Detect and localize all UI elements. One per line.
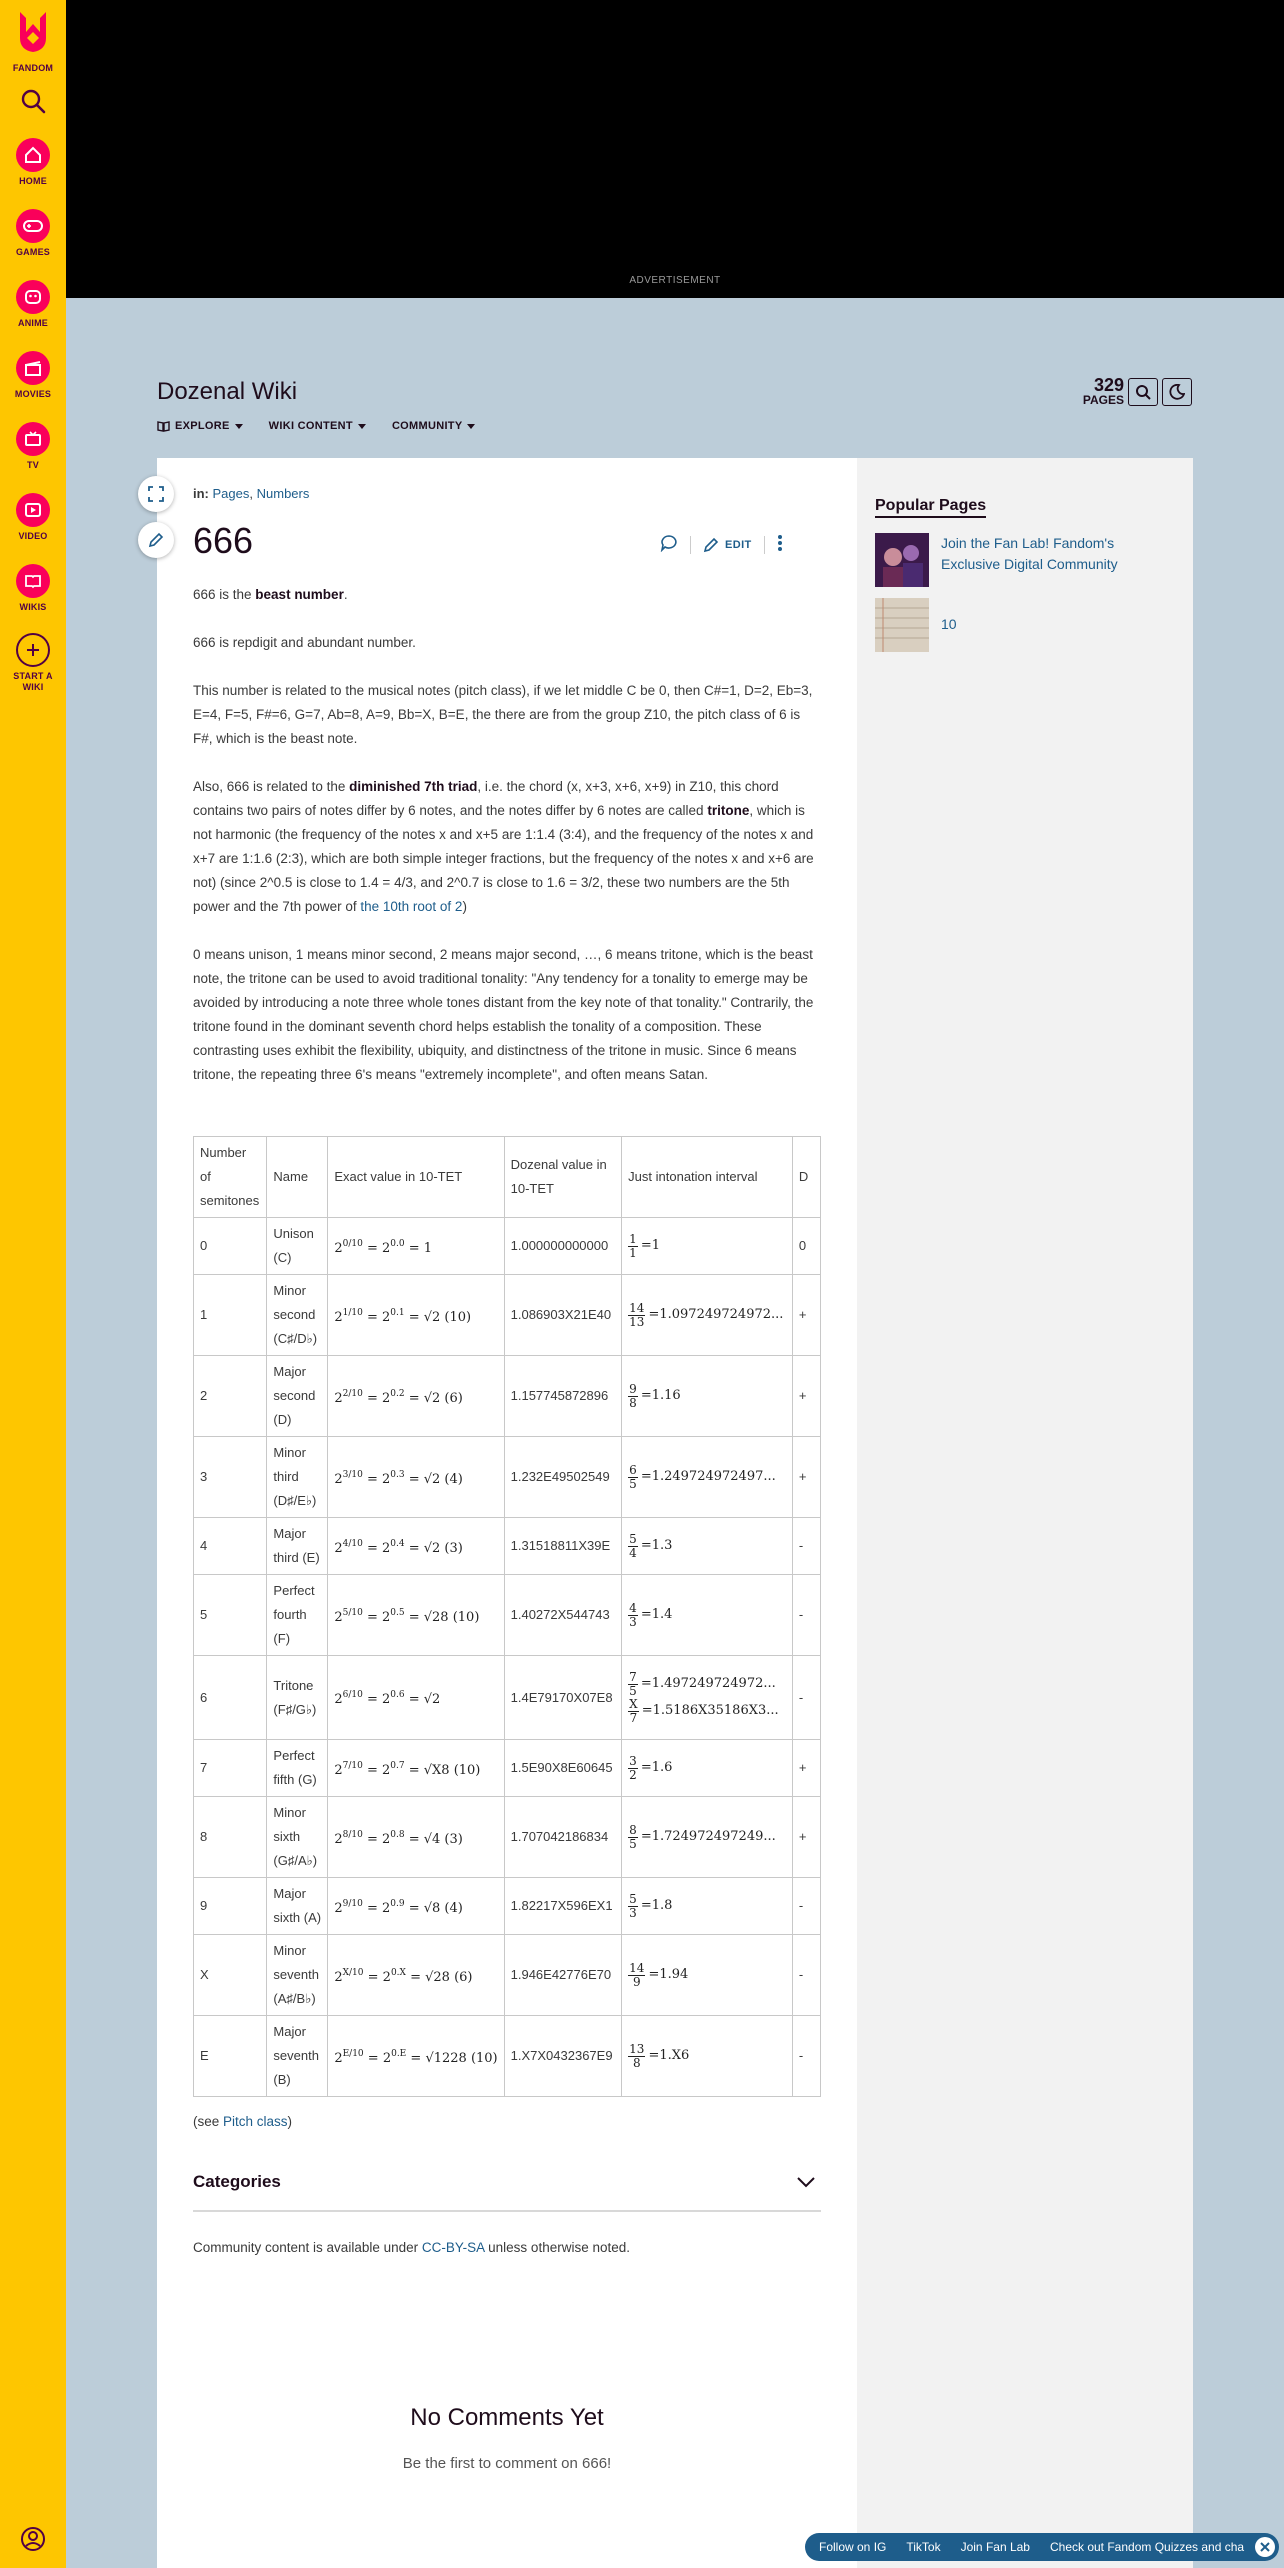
table-row (194, 1275, 821, 1356)
cell-truncated: - (792, 1518, 820, 1575)
cell-just-intonation: $\frac{9}{8}$ = 1.16 (622, 1356, 793, 1437)
root-value: √28 (6) (425, 1969, 473, 1985)
header-truncated: D (792, 1137, 820, 1218)
table-row (194, 1356, 821, 1437)
promo-quizzes[interactable]: Check out Fandom Quizzes and cha (1049, 2540, 1245, 2554)
cell-semitones: 1 (194, 1275, 267, 1356)
fraction-denominator: 3 (629, 1905, 637, 1920)
cell-semitones: E (194, 2016, 267, 2097)
root-value: √4 (3) (423, 1831, 463, 1847)
cell-dozenal-value: 1.232E49502549 (504, 1437, 622, 1518)
link-cc-by-sa[interactable]: CC-BY-SA (421, 2240, 485, 2255)
paragraph-pitch-class: This number is related to the musical notes (pitch class), if we let middle C be 0, then C#=1, D=2, Eb=3, E=4, F=5, F#=6, G=7, Ab=8, A=9, Bb=X, B=E, the there are from the group Z10, the pitch class of 6 is F#, which is the beast note. (193, 683, 813, 746)
cell-semitones: 8 (194, 1797, 267, 1878)
close-promo-button[interactable] (1255, 2537, 1275, 2557)
comment-icon (660, 534, 678, 552)
fraction-numerator: 1 (629, 1231, 637, 1246)
exponent-fraction: 9/10 (342, 1898, 363, 1909)
exponent-fraction: 1/10 (342, 1307, 363, 1318)
promo-follow-ig[interactable]: Follow on IG (819, 2540, 887, 2554)
table-row (194, 2097, 821, 2098)
fraction-numerator: 9 (629, 1381, 637, 1396)
header-name: Name (267, 1137, 328, 1218)
cell-exact-value (328, 2097, 504, 2098)
tv-icon (24, 430, 42, 448)
fandom-logo-icon (16, 10, 50, 54)
comments-title: No Comments Yet (410, 2404, 604, 2431)
comments-subtitle: Be the first to comment on 666! (402, 2455, 612, 2472)
exponent-decimal: 0.9 (390, 1898, 405, 1909)
cell-exact-value: $2^{6/10} = 2^{0.6} = √2$ (328, 1656, 504, 1740)
cell-semitones: X (194, 1935, 267, 2016)
nav-explore-label: EXPLORE (175, 420, 230, 432)
exponent-fraction: E/10 (342, 2048, 364, 2059)
table-row (194, 2016, 821, 2097)
page-count-label: PAGES (1082, 393, 1124, 407)
plus-icon (25, 642, 41, 658)
cell-exact-value: $2^{E/10} = 2^{0.E} = √1228$ (10) (328, 2016, 504, 2097)
book-icon (24, 572, 42, 590)
popular-page-item[interactable] (875, 598, 1161, 652)
cell-just-intonation: $\frac{7}{5}$ = 1.497249724972... $\frac{X}{7}$ = 1.5186X35186X3... (622, 1656, 793, 1740)
cell-name: Major seventh (B) (267, 2016, 328, 2097)
categories-section[interactable] (193, 2172, 821, 2212)
nav-community-label: COMMUNITY (391, 420, 463, 432)
table-row (194, 1740, 821, 1797)
fan-lab-thumbnail (875, 533, 929, 587)
promo-tiktok[interactable]: TikTok (906, 2540, 941, 2554)
exponent-decimal: 0.X (390, 1967, 406, 1978)
root-value: √28 (10) (423, 1609, 480, 1625)
home-icon (24, 146, 42, 164)
nav-explore[interactable] (157, 420, 243, 432)
user-icon (20, 2526, 46, 2552)
nav-anime[interactable] (0, 280, 66, 329)
nav-tv[interactable] (0, 422, 66, 471)
more-options-button[interactable] (777, 534, 783, 557)
cell-dozenal-value: 1.946E42776E70 (504, 1935, 622, 2016)
exponent-decimal: 0.5 (390, 1607, 405, 1618)
breadcrumb-prefix: in: (193, 486, 209, 501)
promo-fan-lab[interactable]: Join Fan Lab (960, 2540, 1030, 2554)
cell-name: Major second (D) (267, 1356, 328, 1437)
cell-dozenal-value: 1.157745872896 (504, 1356, 622, 1437)
nav-home-label: HOME (19, 176, 47, 186)
paragraph-repdigit: 666 is repdigit and abundant number. (193, 635, 416, 650)
fraction-denominator: 7 (629, 1710, 638, 1725)
fraction-denominator: 8 (632, 2055, 641, 2070)
fraction-denominator: 5 (629, 1836, 637, 1851)
ratio-value: 1.X6 (659, 2048, 690, 2063)
paragraph-diminished: Also, 666 is related to the diminished 7th triad, i.e. the chord (x, x+3, x+6, x+9) in Z10, this chord contains two pairs of notes differ by 6 notes, and the notes differ by 6 notes are called tritone, which is not harmonic (the frequency of the notes x and x+5 are 1:1.4 (3:4), and the frequency of the notes x and x+7 are 1:1.6 (2:3), which are both simple integer fractions, but the frequency of the notes x and x+6 are not) (since 2^0.5 is close to 1.4 = 4/3, and 2^0.7 is close to 1.6 = 3/2, these two numbers are the 5th power and the 7th power of the 10th root of 2) (193, 779, 814, 914)
cell-name: Major third (E) (267, 1518, 328, 1575)
cell-just-intonation: $\frac{3}{2}$ = 1.6 (622, 1740, 793, 1797)
cell-name: Minor second (C♯/D♭) (267, 1275, 328, 1356)
cell-name: Perfect fourth (F) (267, 1575, 328, 1656)
pencil-icon (148, 532, 164, 548)
cell-truncated: - (792, 2016, 820, 2097)
cell-dozenal-value: 1.31518811X39E (504, 1518, 622, 1575)
bold-tritone: tritone (707, 803, 750, 818)
exponent-fraction: 3/10 (342, 1469, 363, 1480)
nav-anime-label: ANIME (18, 318, 48, 328)
cell-just-intonation: $\frac{14}{13}$ = 1.097249724972... (622, 1275, 793, 1356)
table-row (194, 1935, 821, 2016)
fraction-numerator: 6 (629, 1462, 637, 1477)
ratio-value: 1.5186X35186X3... (652, 1703, 779, 1718)
root-value: √2 (4) (423, 1471, 463, 1487)
cell-semitones: 7 (194, 1740, 267, 1797)
cell-name: Perfect fifth (G) (267, 1740, 328, 1797)
edit-label: EDIT (725, 539, 752, 551)
fraction-numerator: 8 (629, 1822, 637, 1837)
nav-games[interactable] (0, 209, 66, 258)
fandom-promo-bar (805, 2533, 1279, 2561)
header-dozenal: Dozenal value in 10-TET (504, 1137, 622, 1218)
moon-icon (1169, 384, 1185, 400)
exponent-decimal: 0.6 (390, 1690, 405, 1700)
gamepad-icon (23, 218, 43, 234)
start-a-wiki-button[interactable] (0, 633, 66, 693)
right-rail (857, 458, 1193, 2568)
cell-semitones: 5 (194, 1575, 267, 1656)
cell-truncated: + (792, 1437, 820, 1518)
exponent-fraction: 6/10 (342, 1690, 363, 1700)
cell-just-intonation: $\frac{14}{9}$ = 1.94 (622, 1935, 793, 2016)
cell-just-intonation: $\frac{6}{5}$ = 1.249724972497... (622, 1437, 793, 1518)
cell-semitones: 0 (194, 1218, 267, 1275)
root-value: √2 (10) (423, 1309, 472, 1325)
pencil-icon (703, 537, 719, 553)
breadcrumb-link-pages[interactable]: Pages (212, 486, 250, 501)
paragraph-tritone: 0 means unison, 1 means minor second, 2 means major second, …, 6 means tritone, which is the beast note, the tritone can be used to avoid traditional tonality: "Any tendency for a tonality to emerge may be avoided by introducing a note three whole tones distant from the key note of that tonality." Contrarily, the tritone found in the dominant seventh chord helps establish the tonality of a composition. These contrasting uses exhibit the flexibility, ubiquity, and distinctness of the tritone in music. Since 6 means tritone, the repeating three 6's means "extremely incomplete", and often means Satan. (193, 947, 814, 1082)
table-row (194, 1437, 821, 1518)
cell-dozenal-value: 1.5E90X8E60645 (504, 1740, 622, 1797)
fraction-denominator: 5 (629, 1683, 637, 1698)
cell-exact-value: $2^{0/10} = 2^{0.0} = 1$ (328, 1218, 504, 1275)
wiki-search-button[interactable] (1128, 378, 1158, 406)
header-exact: Exact value in 10-TET (328, 1137, 504, 1218)
ratio-value: 1.497249724972... (651, 1676, 776, 1691)
breadcrumb-link-numbers[interactable]: Numbers (256, 486, 310, 501)
ratio-value: 1.8 (651, 1898, 673, 1913)
fullscreen-button[interactable] (138, 476, 174, 512)
root-value: √2 (6) (423, 1390, 463, 1406)
table-row (194, 1518, 821, 1575)
cell-just-intonation: $\frac{13}{8}$ = 1.X6 (622, 2016, 793, 2097)
link-pitch-class[interactable]: Pitch class (223, 2114, 288, 2129)
root-value: √X8 (10) (423, 1762, 481, 1778)
chevron-down-icon (467, 424, 475, 429)
table-row (194, 1656, 821, 1740)
search-icon (20, 88, 46, 114)
cell-exact-value: $2^{8/10} = 2^{0.8} = √4$ (3) (328, 1797, 504, 1878)
table-row (194, 1797, 821, 1878)
ratio-value: 1.3 (651, 1538, 673, 1553)
chevron-down-icon (358, 424, 366, 429)
cell-truncated: + (792, 1275, 820, 1356)
page-count (1060, 376, 1124, 407)
fraction-denominator: 13 (629, 1314, 645, 1329)
header-semitones: Number of semitones (194, 1137, 267, 1218)
cell-name: Major sixth (A) (267, 1878, 328, 1935)
search-button[interactable] (0, 88, 66, 119)
theme-toggle-button[interactable] (1162, 378, 1192, 406)
exponent-fraction: 7/10 (342, 1760, 363, 1771)
ratio-value: 1.4 (651, 1607, 673, 1622)
root-value: √8 (4) (423, 1900, 463, 1916)
cell-truncated: + (792, 1797, 820, 1878)
cell-truncated: - (792, 1656, 820, 1740)
cell-truncated: 0 (792, 1218, 820, 1275)
license-notice: Community content is available under CC-BY-SA unless otherwise noted. (193, 2240, 630, 2255)
wiki-navigation (157, 420, 475, 432)
header-just-intonation: Just intonation interval (622, 1137, 793, 1218)
cell-dozenal-value: 1.707042186834 (504, 1797, 622, 1878)
ratio-value: 1.097249724972... (659, 1307, 784, 1322)
exponent-decimal: 0.7 (390, 1760, 405, 1771)
popular-page-item[interactable] (875, 533, 1161, 587)
fraction-numerator: 14 (629, 1300, 645, 1315)
cell-just-intonation: $\frac{4}{3}$ = 1.4 (622, 1575, 793, 1656)
exponent-fraction: 0/10 (342, 1238, 363, 1249)
edit-button[interactable] (703, 537, 752, 553)
search-icon (1135, 384, 1151, 400)
fraction-denominator: 4 (629, 1545, 637, 1560)
nav-wikis[interactable] (0, 564, 66, 613)
ratio-value: 1.16 (651, 1388, 681, 1403)
advertisement-slot[interactable] (66, 0, 1284, 298)
see-also: (see Pitch class) (193, 2114, 293, 2129)
nav-wiki-content-label: WIKI CONTENT (268, 420, 353, 432)
exponent-fraction: 8/10 (342, 1829, 363, 1840)
cell-dozenal-value: 1.40272X544743 (504, 1575, 622, 1656)
expand-icon (148, 486, 164, 502)
nav-wikis-label: WIKIS (19, 602, 47, 612)
fraction-numerator: 5 (629, 1891, 637, 1906)
cell-name: Tritone (F♯/G♭) (267, 1656, 328, 1740)
fraction-numerator: 13 (629, 2041, 645, 2056)
exponent-decimal: 0.2 (390, 1388, 405, 1399)
anime-icon (24, 288, 42, 306)
cell-semitones: 2 (194, 1356, 267, 1437)
exponent-fraction: 4/10 (342, 1538, 363, 1549)
ratio-value: 1.724972497249... (651, 1829, 776, 1844)
cell-semitones: 3 (194, 1437, 267, 1518)
fraction-numerator: 14 (629, 1960, 645, 1975)
exponent-fraction: 2/10 (342, 1388, 363, 1399)
page-title: 666 (193, 520, 254, 561)
nav-video[interactable] (0, 493, 66, 542)
exponent-decimal: 0.8 (390, 1829, 405, 1840)
page-actions (660, 534, 783, 556)
nav-movies-label: MOVIES (14, 389, 52, 399)
cell-name: Minor third (D♯/E♭) (267, 1437, 328, 1518)
close-icon (1260, 2542, 1270, 2552)
cell-truncated: - (792, 1575, 820, 1656)
cell-truncated: + (792, 1740, 820, 1797)
cell-truncated (792, 2097, 820, 2098)
table-row (194, 1878, 821, 1935)
cell-dozenal-value: 1.82217X596EX1 (504, 1878, 622, 1935)
cell-dozenal-value: 1.000000000000 (504, 1218, 622, 1275)
cell-just-intonation: $\frac{1}{1}$ = 1 (622, 1218, 793, 1275)
exponent-decimal: 0.E (391, 2048, 407, 2059)
fraction-denominator: 8 (629, 1395, 637, 1410)
table-row (194, 1575, 821, 1656)
ratio-value: 1.249724972497... (651, 1469, 776, 1484)
fraction-numerator: 5 (629, 1531, 637, 1546)
advertisement-label: ADVERTISEMENT (629, 275, 721, 286)
more-vertical-icon (777, 534, 783, 552)
cell-name (267, 2097, 328, 2098)
cell-dozenal-value: 1.086903X21E40 (504, 1275, 622, 1356)
root-value: 1 (423, 1240, 433, 1256)
bold-beast-number: beast number (255, 587, 344, 602)
start-wiki-label-2: WIKI (22, 682, 44, 692)
ratio-value: 1 (651, 1238, 660, 1253)
cell-exact-value: $2^{X/10} = 2^{0.X} = √28$ (6) (328, 1935, 504, 2016)
paragraph-intro: 666 is the beast number. (193, 587, 348, 602)
cell-just-intonation (622, 2097, 793, 2098)
fraction-numerator: 4 (629, 1600, 637, 1615)
talk-button[interactable] (660, 534, 678, 557)
fraction-numerator: 3 (629, 1753, 637, 1768)
root-value: √2 (3) (423, 1540, 463, 1556)
bold-diminished-triad: diminished 7th triad (349, 779, 478, 794)
chevron-down-icon (797, 2176, 815, 2188)
intervals-table-body (194, 1218, 821, 2098)
cell-just-intonation: $\frac{5}{4}$ = 1.3 (622, 1518, 793, 1575)
side-edit-button[interactable] (138, 522, 174, 558)
fraction-denominator: 5 (629, 1476, 637, 1491)
ratio-value: 1.6 (651, 1760, 673, 1775)
exponent-decimal: 0.0 (390, 1238, 405, 1249)
cell-name: Minor sixth (G♯/A♭) (267, 1797, 328, 1878)
cell-just-intonation: $\frac{5}{3}$ = 1.8 (622, 1878, 793, 1935)
cell-semitones (194, 2097, 267, 2098)
cell-dozenal-value: 1.4E79170X07E8 (504, 1656, 622, 1740)
cell-name: Unison (C) (267, 1218, 328, 1275)
link-10th-root-of-2[interactable]: the 10th root of 2 (360, 899, 463, 914)
nav-wiki-content[interactable] (269, 420, 366, 432)
cell-exact-value: $2^{5/10} = 2^{0.5} = √28$ (10) (328, 1575, 504, 1656)
fraction-denominator: 3 (629, 1614, 637, 1629)
cell-truncated: - (792, 1935, 820, 2016)
breadcrumb: in: Pages, Numbers (193, 486, 310, 501)
ratio-value: 1.94 (659, 1967, 689, 1982)
cell-dozenal-value (504, 2097, 622, 2098)
cell-exact-value: $2^{3/10} = 2^{0.3} = √2$ (4) (328, 1437, 504, 1518)
cell-dozenal-value: 1.X7X0432367E9 (504, 2016, 622, 2097)
nav-movies[interactable] (0, 351, 66, 400)
intervals-table-wrapper[interactable] (193, 1136, 821, 2097)
cell-exact-value: $2^{1/10} = 2^{0.1} = √2$ (10) (328, 1275, 504, 1356)
cell-exact-value: $2^{7/10} = 2^{0.7} = √X8$ (10) (328, 1740, 504, 1797)
cell-name: Minor seventh (A♯/B♭) (267, 1935, 328, 2016)
cell-truncated: - (792, 1878, 820, 1935)
nav-home[interactable] (0, 138, 66, 187)
exponent-decimal: 0.3 (390, 1469, 405, 1480)
clapperboard-icon (24, 359, 42, 377)
cell-semitones: 4 (194, 1518, 267, 1575)
fraction-denominator: 1 (629, 1245, 637, 1260)
cell-semitones: 6 (194, 1656, 267, 1740)
page-count-number: 329 (1093, 375, 1124, 395)
cell-exact-value: $2^{4/10} = 2^{0.4} = √2$ (3) (328, 1518, 504, 1575)
page-10-thumbnail (875, 598, 929, 652)
fraction-denominator: 9 (632, 1974, 641, 1989)
exponent-decimal: 0.4 (390, 1538, 405, 1549)
cell-exact-value: $2^{9/10} = 2^{0.9} = √8$ (4) (328, 1878, 504, 1935)
popular-pages-title: Popular Pages (875, 497, 986, 518)
categories-title: Categories (193, 2172, 281, 2191)
nav-video-label: VIDEO (18, 531, 48, 541)
root-value: √2 (423, 1692, 441, 1707)
popular-page-link: Join the Fan Lab! Fandom's Exclusive Digital Community (941, 535, 1118, 572)
fandom-logo[interactable] (0, 10, 66, 74)
intervals-table (193, 1136, 821, 2097)
nav-games-label: GAMES (15, 247, 50, 257)
global-nav (0, 0, 66, 2568)
exponent-fraction: 5/10 (342, 1607, 363, 1618)
fraction-numerator: 7 (629, 1669, 637, 1684)
fraction-denominator: 2 (629, 1767, 637, 1782)
book-open-icon (157, 421, 170, 432)
video-icon (24, 501, 42, 519)
nav-community[interactable] (392, 420, 476, 432)
chevron-down-icon (235, 424, 243, 429)
action-divider (764, 536, 765, 554)
start-wiki-label-1: START A (13, 671, 53, 681)
fandom-brand-label: FANDOM (12, 63, 54, 73)
fraction-numerator: X (629, 1696, 638, 1711)
exponent-fraction: X/10 (342, 1967, 364, 1978)
cell-truncated: + (792, 1356, 820, 1437)
cell-semitones: 9 (194, 1878, 267, 1935)
cell-just-intonation: $\frac{8}{5}$ = 1.724972497249... (622, 1797, 793, 1878)
popular-page-link: 10 (941, 616, 957, 632)
exponent-decimal: 0.1 (390, 1307, 405, 1318)
cell-exact-value: $2^{2/10} = 2^{0.2} = √2$ (6) (328, 1356, 504, 1437)
nav-tv-label: TV (27, 460, 39, 470)
root-value: √1228 (10) (425, 2050, 498, 2066)
action-divider (690, 536, 691, 554)
user-account-button[interactable] (0, 2526, 66, 2557)
table-row (194, 1218, 821, 1275)
wiki-title[interactable]: Dozenal Wiki (157, 378, 298, 405)
